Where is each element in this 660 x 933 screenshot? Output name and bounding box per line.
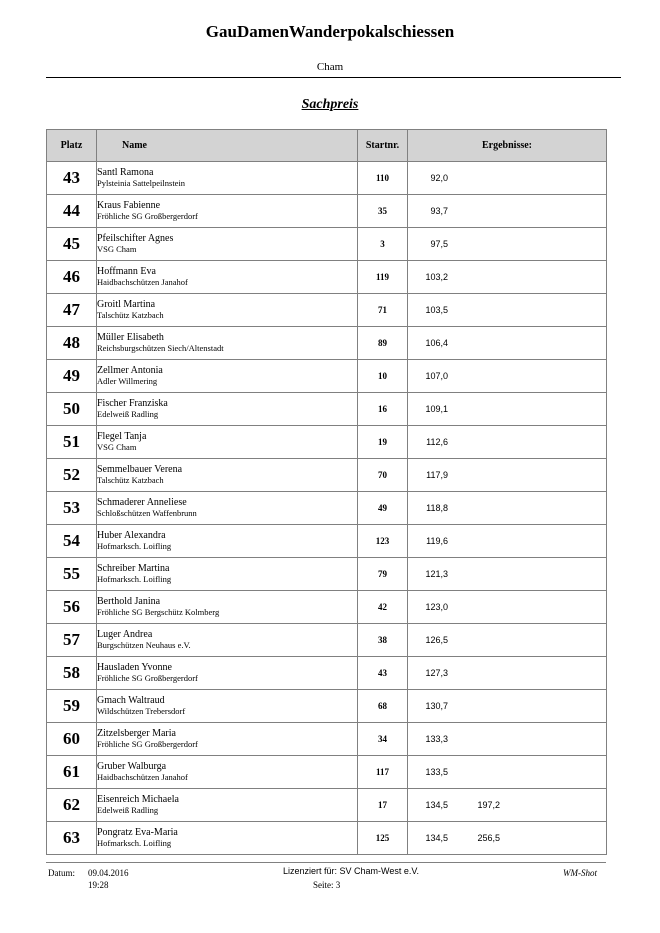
ergebnis-cell [408, 492, 607, 525]
competitor-name: Luger Andrea [97, 629, 153, 640]
platz-cell: 61 [47, 756, 97, 789]
ergebnis-cell [408, 657, 607, 690]
startnr-cell: 123 [358, 525, 408, 558]
result-value: 130,7 [425, 701, 448, 711]
footer-page: Seite: 3 [313, 880, 341, 890]
startnr-cell: 125 [358, 822, 408, 855]
competitor-name: Flegel Tanja [97, 431, 147, 442]
club-name: Fröhliche SG Großbergerdorf [97, 673, 198, 683]
club-name: Talschütz Katzbach [97, 475, 164, 485]
startnr-cell: 110 [358, 162, 408, 195]
club-name: Schloßschützen Waffenbrunn [97, 508, 197, 518]
ergebnis-cell [408, 426, 607, 459]
startnr-cell: 68 [358, 690, 408, 723]
platz-cell: 53 [47, 492, 97, 525]
startnr-cell: 70 [358, 459, 408, 492]
result-value: 107,0 [425, 371, 448, 381]
platz-cell: 52 [47, 459, 97, 492]
result-value: 109,1 [425, 404, 448, 414]
club-name: Pylsteinia Sattelpeilnstein [97, 178, 186, 188]
result-value: 117,9 [426, 470, 448, 480]
result-value: 103,2 [425, 272, 448, 282]
result-value: 119,6 [426, 536, 448, 546]
competitor-name: Hoffmann Eva [97, 266, 156, 277]
competitor-name: Hausladen Yvonne [97, 662, 172, 673]
competitor-name: Berthold Janina [97, 596, 161, 607]
club-name: Hofmarksch. Loifling [97, 574, 172, 584]
name-cell [97, 426, 358, 459]
platz-cell: 56 [47, 591, 97, 624]
club-name: Reichsburgschützen Siech/Altenstadt [97, 343, 224, 353]
table-row [47, 426, 607, 459]
result-value: 92,0 [430, 173, 448, 183]
name-cell [97, 789, 358, 822]
column-header-ergebnisse: Ergebnisse: [408, 130, 607, 162]
club-name: Fröhliche SG Bergschütz Kolmberg [97, 607, 220, 617]
result-value: 133,3 [425, 734, 448, 744]
result-value: 133,5 [425, 767, 448, 777]
competitor-name: Gruber Walburga [97, 761, 167, 772]
table-row [47, 228, 607, 261]
table-row [47, 591, 607, 624]
table-row [47, 657, 607, 690]
startnr-cell: 42 [358, 591, 408, 624]
competitor-name: Zitzelsberger Maria [97, 728, 176, 739]
ergebnis-cell [408, 162, 607, 195]
startnr-cell: 38 [358, 624, 408, 657]
platz-cell: 54 [47, 525, 97, 558]
competitor-name: Pongratz Eva-Maria [97, 827, 178, 838]
table-row [47, 690, 607, 723]
startnr-cell: 34 [358, 723, 408, 756]
location-subtitle: Cham [316, 61, 344, 73]
platz-cell: 45 [47, 228, 97, 261]
club-name: Talschütz Katzbach [97, 310, 164, 320]
club-name: Fröhliche SG Großbergerdorf [97, 211, 198, 221]
startnr-cell: 17 [358, 789, 408, 822]
result-value: 97,5 [430, 239, 448, 249]
table-row [47, 261, 607, 294]
result-value: 93,7 [430, 206, 448, 216]
ergebnis-cell [408, 690, 607, 723]
footer-divider [46, 862, 606, 863]
platz-cell: 50 [47, 393, 97, 426]
footer-license: Lizenziert für: SV Cham-West e.V. [283, 866, 420, 876]
platz-cell: 55 [47, 558, 97, 591]
club-name: Hofmarksch. Loifling [97, 838, 172, 848]
table-row [47, 294, 607, 327]
table-header-row [47, 130, 607, 162]
table-row [47, 327, 607, 360]
footer-time: 19:28 [88, 880, 109, 890]
ergebnis-cell [408, 723, 607, 756]
result-value: 112,6 [426, 437, 448, 447]
result-value: 103,5 [425, 305, 448, 315]
club-name: Hofmarksch. Loifling [97, 541, 172, 551]
name-cell [97, 360, 358, 393]
club-name: Burgschützen Neuhaus e.V. [97, 640, 191, 650]
name-cell [97, 525, 358, 558]
table-row [47, 492, 607, 525]
name-cell [97, 459, 358, 492]
ergebnis-cell [408, 327, 607, 360]
name-cell [97, 228, 358, 261]
name-cell [97, 558, 358, 591]
competitor-name: Schreiber Martina [97, 563, 170, 574]
club-name: VSG Cham [97, 442, 137, 452]
name-cell [97, 624, 358, 657]
startnr-cell: 89 [358, 327, 408, 360]
competitor-name: Eisenreich Michaela [97, 794, 179, 805]
results-table [46, 129, 607, 855]
footer-date-label: Datum: [48, 868, 75, 878]
result-value: 121,3 [425, 569, 448, 579]
club-name: Adler Willmering [97, 376, 158, 386]
club-name: Fröhliche SG Großbergerdorf [97, 739, 198, 749]
result-value: 127,3 [425, 668, 448, 678]
name-cell [97, 492, 358, 525]
club-name: Edelweiß Radling [97, 409, 159, 419]
table-row [47, 558, 607, 591]
ergebnis-cell [408, 591, 607, 624]
table-row [47, 360, 607, 393]
competitor-name: Schmaderer Anneliese [97, 497, 187, 508]
ergebnis-cell [408, 525, 607, 558]
ergebnis-cell [408, 789, 607, 822]
table-row [47, 756, 607, 789]
table-row [47, 459, 607, 492]
table-row [47, 525, 607, 558]
table-row [47, 723, 607, 756]
document-title: GauDamenWanderpokalschiessen [205, 22, 455, 41]
club-name: Haidbachschützen Janahof [97, 277, 188, 287]
competitor-name: Groitl Martina [97, 299, 156, 310]
startnr-cell: 16 [358, 393, 408, 426]
platz-cell: 58 [47, 657, 97, 690]
startnr-cell: 35 [358, 195, 408, 228]
result-value: 118,8 [426, 503, 448, 513]
startnr-cell: 119 [358, 261, 408, 294]
result-value: 123,0 [425, 602, 448, 612]
club-name: Edelweiß Radling [97, 805, 159, 815]
result-value: 126,5 [425, 635, 448, 645]
name-cell [97, 657, 358, 690]
platz-cell: 48 [47, 327, 97, 360]
competitor-name: Fischer Franziska [97, 398, 168, 409]
club-name: Haidbachschützen Janahof [97, 772, 188, 782]
column-header-name: Name [97, 130, 358, 162]
name-cell [97, 327, 358, 360]
table-row [47, 393, 607, 426]
result-value-2: 256,5 [477, 833, 500, 843]
platz-cell: 49 [47, 360, 97, 393]
table-row [47, 162, 607, 195]
startnr-cell: 10 [358, 360, 408, 393]
club-name: Wildschützen Trebersdorf [97, 706, 186, 716]
platz-cell: 46 [47, 261, 97, 294]
ergebnis-cell [408, 558, 607, 591]
table-row [47, 195, 607, 228]
ergebnis-cell [408, 195, 607, 228]
platz-cell: 43 [47, 162, 97, 195]
competitor-name: Zellmer Antonia [97, 365, 163, 376]
name-cell [97, 294, 358, 327]
result-value: 134,5 [425, 833, 448, 843]
platz-cell: 57 [47, 624, 97, 657]
platz-cell: 51 [47, 426, 97, 459]
name-cell [97, 162, 358, 195]
name-cell [97, 393, 358, 426]
name-cell [97, 195, 358, 228]
platz-cell: 63 [47, 822, 97, 855]
name-cell [97, 756, 358, 789]
ergebnis-cell [408, 756, 607, 789]
platz-cell: 60 [47, 723, 97, 756]
startnr-cell: 117 [358, 756, 408, 789]
platz-cell: 62 [47, 789, 97, 822]
ergebnis-cell [408, 228, 607, 261]
ergebnis-cell [408, 360, 607, 393]
startnr-cell: 3 [358, 228, 408, 261]
competitor-name: Müller Elisabeth [97, 332, 164, 343]
name-cell [97, 723, 358, 756]
ergebnis-cell [408, 822, 607, 855]
footer-date: 09.04.2016 [88, 868, 129, 878]
name-cell [97, 822, 358, 855]
result-value-2: 197,2 [477, 800, 500, 810]
name-cell [97, 261, 358, 294]
ergebnis-cell [408, 459, 607, 492]
footer-brand: WM-Shot [563, 868, 597, 878]
startnr-cell: 49 [358, 492, 408, 525]
startnr-cell: 79 [358, 558, 408, 591]
ergebnis-cell [408, 624, 607, 657]
startnr-cell: 71 [358, 294, 408, 327]
result-value: 134,5 [425, 800, 448, 810]
header-divider [46, 77, 621, 78]
competitor-name: Kraus Fabienne [97, 200, 161, 211]
competitor-name: Huber Alexandra [97, 530, 166, 541]
table-row [47, 822, 607, 855]
platz-cell: 47 [47, 294, 97, 327]
competitor-name: Semmelbauer Verena [97, 464, 183, 475]
competitor-name: Gmach Waltraud [97, 695, 165, 706]
platz-cell: 44 [47, 195, 97, 228]
startnr-cell: 43 [358, 657, 408, 690]
ergebnis-cell [408, 261, 607, 294]
startnr-cell: 19 [358, 426, 408, 459]
competitor-name: Santl Ramona [97, 167, 154, 178]
ergebnis-cell [408, 393, 607, 426]
column-header-startnr: Startnr. [358, 130, 408, 162]
name-cell [97, 591, 358, 624]
section-title: Sachpreis [301, 97, 359, 112]
platz-cell: 59 [47, 690, 97, 723]
table-row [47, 789, 607, 822]
ergebnis-cell [408, 294, 607, 327]
table-row [47, 624, 607, 657]
name-cell [97, 690, 358, 723]
competitor-name: Pfeilschifter Agnes [97, 233, 174, 244]
club-name: VSG Cham [97, 244, 137, 254]
column-header-platz: Platz [47, 130, 97, 162]
result-value: 106,4 [425, 338, 448, 348]
